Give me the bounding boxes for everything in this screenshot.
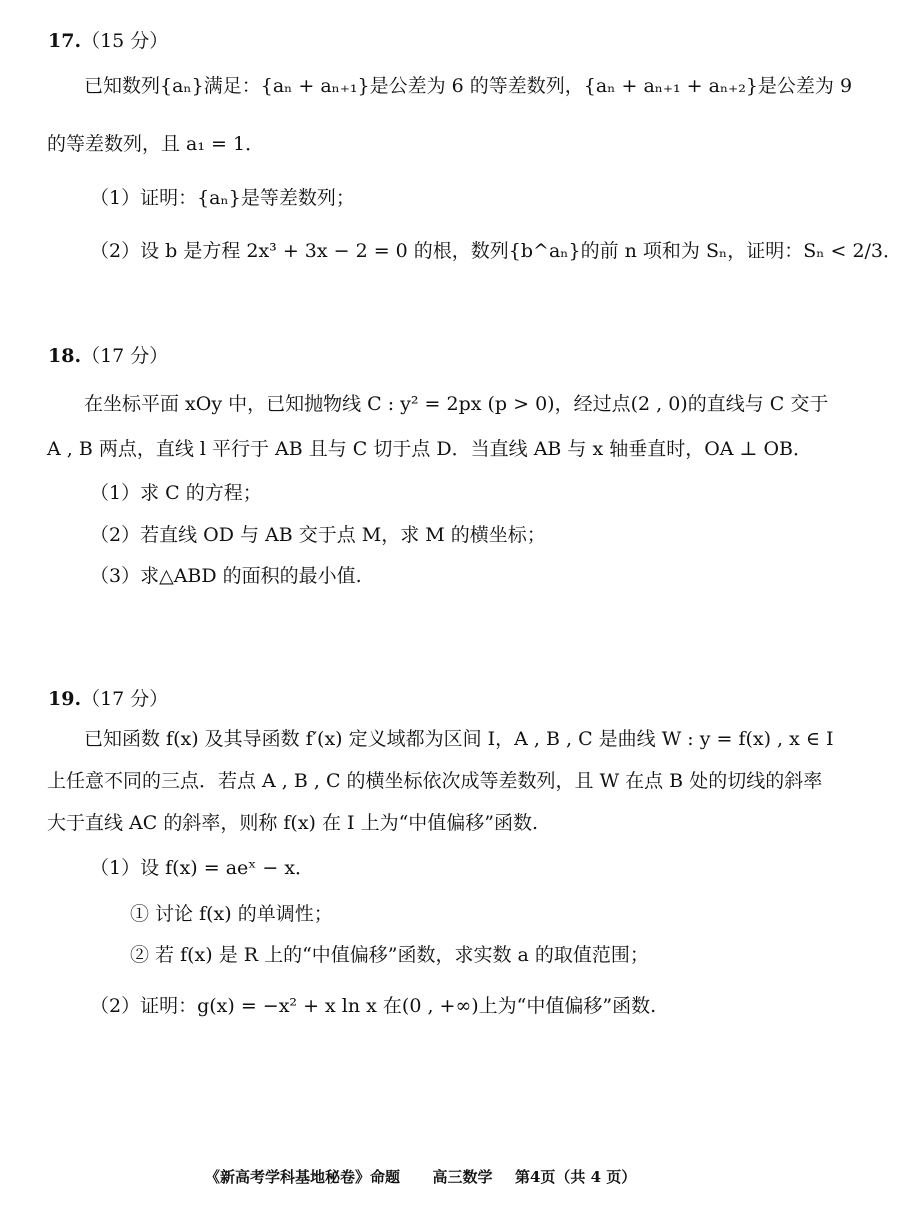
problem-19-subpart-1: ① 讨论 f(x) 的单调性； <box>130 903 333 925</box>
problem-18-part-1: （1）求 C 的方程； <box>90 482 262 504</box>
problem-19-heading <box>48 688 168 711</box>
problem-18-part-2: （2）若直线 OD 与 AB 交于点 M，求 M 的横坐标； <box>90 524 546 546</box>
problem-17-line-2: 的等差数列，且 a₁ = 1． <box>47 133 265 155</box>
problem-points: （17 分） <box>81 688 169 710</box>
problem-17-part-2: （2）设 b 是方程 2x³ + 3x − 2 = 0 的根，数列{b^aₙ}的前 n 项和为 Sₙ，证明：Sₙ < 2/3． <box>90 240 902 262</box>
problem-number: 19. <box>48 688 82 710</box>
problem-18-line-1: 在坐标平面 xOy 中，已知抛物线 C : y² = 2px (p > 0)，经过点(2 , 0)的直线与 C 交于 <box>84 393 829 415</box>
problem-number: 17. <box>48 30 82 52</box>
problem-18-part-3: （3）求△ABD 的面积的最小值. <box>90 565 362 587</box>
problem-17-part-1: （1）证明：{aₙ}是等差数列； <box>90 187 355 209</box>
footer-subject: 高三数学 <box>432 1168 493 1186</box>
problem-19-line-1: 已知函数 f(x) 及其导函数 f′(x) 定义域都为区间 I，A , B , C 是曲线 W : y = f(x) , x ∈ I <box>84 728 834 750</box>
problem-19-part-1: （1）设 f(x) = aeˣ − x． <box>90 857 315 879</box>
problem-19-line-3: 大于直线 AC 的斜率，则称 f(x) 在 I 上为“中值偏移”函数. <box>47 812 539 834</box>
page-footer <box>205 1168 636 1186</box>
problem-17-line-1: 已知数列{aₙ}满足：{aₙ + aₙ₊₁}是公差为 6 的等差数列，{aₙ + aₙ₊₁ + aₙ₊₂}是公差为 9 <box>84 75 853 97</box>
footer-source: 《新高考学科基地秘卷》命题 <box>205 1168 401 1186</box>
problem-points: （15 分） <box>81 30 169 52</box>
problem-points: （17 分） <box>81 345 169 367</box>
problem-19-line-2: 上任意不同的三点．若点 A , B , C 的横坐标依次成等差数列，且 W 在点 B 处的切线的斜率 <box>47 770 823 792</box>
problem-17-heading <box>48 30 168 53</box>
problem-19-subpart-2: ② 若 f(x) 是 R 上的“中值偏移”函数，求实数 a 的取值范围； <box>130 944 649 966</box>
footer-page-number: 第4页（共 4 页） <box>514 1168 637 1186</box>
problem-18-heading <box>48 345 168 368</box>
problem-19-part-2: （2）证明：g(x) = −x² + x ln x 在(0 , +∞)上为“中值偏移”函数. <box>90 995 657 1017</box>
problem-18-line-2: A , B 两点，直线 l 平行于 AB 且与 C 切于点 D．当直线 AB 与 x 轴垂直时，OA ⊥ OB． <box>47 438 812 460</box>
problem-number: 18. <box>48 345 82 367</box>
